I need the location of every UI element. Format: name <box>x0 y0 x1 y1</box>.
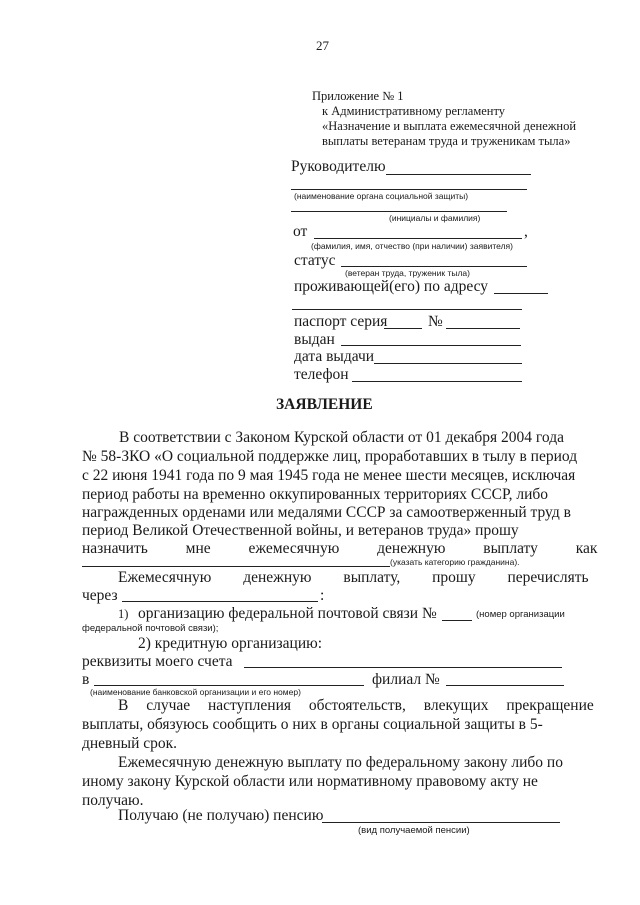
p4-line-2: иному закону Курской области или нормативному правовому акту не <box>82 773 538 790</box>
p1-line-5: награжденных орденами или медалями СССР за самоотверженный труд в <box>82 504 571 521</box>
from-comma: , <box>524 223 528 240</box>
issue-date-fill-line <box>374 363 522 364</box>
passport-number-label: № <box>428 313 443 330</box>
org-fill-line <box>291 189 527 190</box>
via-fill-line <box>122 601 318 602</box>
option-2-text: 2) кредитную организацию: <box>138 635 323 652</box>
branch-fill-line <box>446 685 564 686</box>
passport-series-label: паспорт серия <box>294 313 388 330</box>
p3-line-3: дневный срок. <box>82 735 178 752</box>
initials-fill-line <box>291 211 507 212</box>
option-1-text: организацию федеральной почтовой связи № <box>138 605 437 622</box>
appendix-line-3: «Назначение и выплата ежемесячной денежной <box>322 119 577 133</box>
p1-line-4: период работы на временно оккупированных территориях СССР, либо <box>82 486 549 503</box>
issued-label: выдан <box>294 331 335 348</box>
phone-label: телефон <box>294 366 349 383</box>
issue-date-label: дата выдачи <box>294 348 375 365</box>
head-label: Руководителю <box>291 158 386 175</box>
from-fill-line <box>314 238 522 239</box>
address-label: проживающей(его) по адресу <box>294 278 489 295</box>
category-fill-line <box>82 566 390 567</box>
p2-line-1: Ежемесячную денежную выплату, прошу перечислять <box>118 569 589 586</box>
option-1-hint-a: (номер организации <box>476 609 565 620</box>
appendix-line-4: выплаты ветеранам труда и труженикам тыла» <box>322 134 571 148</box>
passport-number-fill-line <box>446 328 520 329</box>
p1-line-2: № 58-ЗКО «О социальной поддержке лиц, проработавших в тылу в период <box>82 448 578 465</box>
phone-fill-line <box>352 381 522 382</box>
p1-line-3: с 22 июня 1941 года по 9 мая 1945 года не менее шести месяцев, исключая <box>82 467 576 484</box>
appendix-line-1: Приложение № 1 <box>312 89 404 103</box>
pension-hint: (вид получаемой пенсии) <box>358 825 470 836</box>
bank-hint: (наименование банковской организации и его номер) <box>90 687 301 697</box>
address-fill-line-2 <box>292 309 522 310</box>
p4-line-3: получаю. <box>82 792 144 809</box>
category-hint: (указать категорию гражданина). <box>390 557 520 567</box>
p1-line-6: период Великой Отечественной войны, и ветеранов труда» прошу <box>82 522 519 539</box>
p5-text: Получаю (не получаю) пенсию <box>118 807 324 824</box>
document-title: ЗАЯВЛЕНИЕ <box>276 396 373 413</box>
p3-line-2: выплаты, обязуюсь сообщить о них в органы социальной защиты в 5- <box>82 716 543 733</box>
page-number: 27 <box>316 38 329 53</box>
initials-hint: (инициалы и фамилия) <box>389 213 481 223</box>
status-hint: (ветеран труда, труженик тыла) <box>345 268 470 278</box>
option-1-hint-b: федеральной почтовой связи); <box>82 623 219 634</box>
fio-hint: (фамилия, имя, отчество (при наличии) заявителя) <box>311 241 513 251</box>
post-office-number-fill-line <box>442 620 472 621</box>
account-label: реквизиты моего счета <box>82 653 233 670</box>
status-label: статус <box>294 252 336 269</box>
option-1-number: 1) <box>118 607 129 621</box>
issued-fill-line <box>341 345 521 346</box>
from-label: от <box>293 223 308 240</box>
p2-line-2: через <box>82 587 118 604</box>
p4-line-1: Ежемесячную денежную выплату по федеральному закону либо по <box>118 754 563 771</box>
pension-fill-line <box>322 822 560 823</box>
passport-series-fill-line <box>384 328 422 329</box>
branch-label: филиал № <box>372 671 440 688</box>
status-fill-line <box>341 266 527 267</box>
p2-colon: : <box>320 587 325 604</box>
account-fill-line <box>244 667 562 668</box>
head-fill-line <box>386 174 531 175</box>
bank-fill-line <box>94 685 364 686</box>
p3-line-1: В случае наступления обстоятельств, влекущих прекращение <box>118 697 594 714</box>
org-hint: (наименование органа социальной защиты) <box>294 191 469 201</box>
bank-in-label: в <box>82 671 90 688</box>
p1-line-7: назначить мне ежемесячную денежную выплату как <box>82 540 598 557</box>
p1-line-1: В соответствии с Законом Курской области от 01 декабря 2004 года <box>119 429 564 446</box>
address-fill-line-1 <box>494 293 548 294</box>
appendix-line-2: к Административному регламенту <box>322 104 506 118</box>
